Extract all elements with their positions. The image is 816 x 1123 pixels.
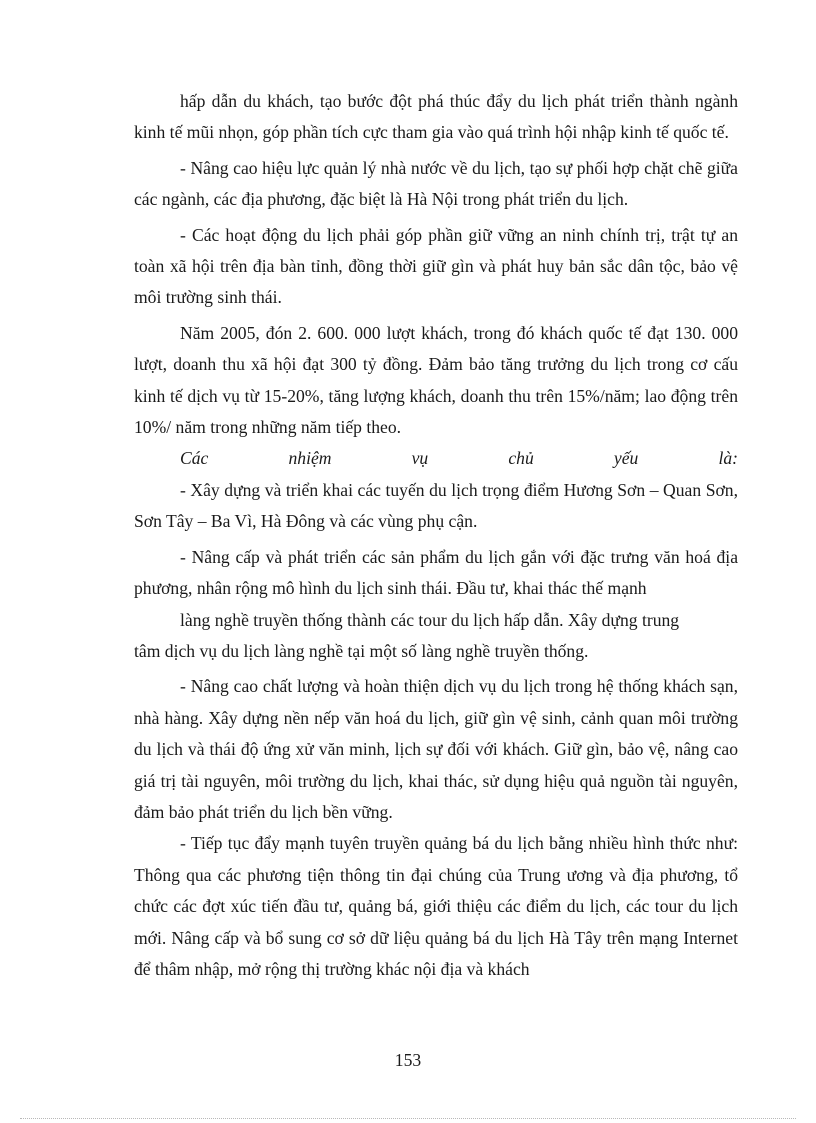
- page-number: 153: [394, 1050, 422, 1070]
- paragraph-targets-2005: Năm 2005, đón 2. 600. 000 lượt khách, trong đó khách quốc tế đạt 130. 000 lượt, doanh thu xã hội đạt 300 tỷ đồng. Đảm bảo tăng trưởng du lịch trong cơ cấu kinh tế dịch vụ từ 15-20%, tăng lượng khách, doanh thu trên 15%/năm; lao động trên 10%/ năm trong những năm tiếp theo.: [134, 322, 738, 438]
- body-text: [134, 86, 738, 985]
- task-service-quality: - Nâng cao chất lượng và hoàn thiện dịch vụ du lịch trong hệ thống khách sạn, nhà hàng. Xây dựng nền nếp văn hoá du lịch, giữ gìn vệ sinh, cảnh quan môi trường du lịch và thái độ ứng xử văn minh, lịch sự đối với khách. Giữ gìn, bảo vệ, nâng cao giá trị tài nguyên, môi trường du lịch, khai thác, sử dụng hiệu quả nguồn tài nguyên, đảm bảo phát triển du lịch bền vững.: [134, 676, 738, 822]
- page-bottom-divider: [20, 1118, 796, 1119]
- task-products-part-3: tâm dịch vụ du lịch làng nghề tại một số làng nghề truyền thống.: [134, 640, 589, 661]
- paragraph-intro: hấp dẫn du khách, tạo bước đột phá thúc đẩy du lịch phát triển thành ngành kinh tế mũi nhọn, góp phần tích cực tham gia vào quá trình hội nhập kinh tế quốc tế.: [134, 91, 738, 143]
- paragraph-management: - Nâng cao hiệu lực quản lý nhà nước về du lịch, tạo sự phối hợp chặt chẽ giữa các ngành, các địa phương, đặc biệt là Hà Nội trong phát triển du lịch.: [134, 157, 738, 210]
- task-products-part-2: làng nghề truyền thống thành các tour du lịch hấp dẫn. Xây dựng trung: [180, 609, 680, 630]
- task-products-part-1: - Nâng cấp và phát triển các sản phẩm du lịch gắn với đặc trưng văn hoá địa phương, nhân rộng mô hình du lịch sinh thái. Đầu tư, khai thác thế mạnh: [134, 546, 738, 599]
- tasks-heading: Các nhiệm vụ chủ yếu là:: [180, 448, 738, 469]
- task-routes: - Xây dựng và triển khai các tuyến du lịch trọng điểm Hương Sơn – Quan Sơn, Sơn Tây – Ba Vì, Hà Đông và các vùng phụ cận.: [134, 479, 738, 532]
- task-promotion: - Tiếp tục đẩy mạnh tuyên truyền quảng bá du lịch bằng nhiều hình thức như: Thông qua các phương tiện thông tin đại chúng của Trung ương và địa phương, tổ chức các đợt xúc tiến đầu tư, quảng bá, giới thiệu các điểm du lịch, các tour du lịch mới. Nâng cấp và bổ sung cơ sở dữ liệu quảng bá du lịch Hà Tây trên mạng Internet để thâm nhập, mở rộng thị trường khác nội địa và khách: [134, 833, 738, 979]
- paragraph-security: - Các hoạt động du lịch phải góp phần giữ vững an ninh chính trị, trật tự an toàn xã hội trên địa bàn tỉnh, đồng thời giữ gìn và phát huy bản sắc dân tộc, bảo vệ môi trường sinh thái.: [134, 224, 738, 308]
